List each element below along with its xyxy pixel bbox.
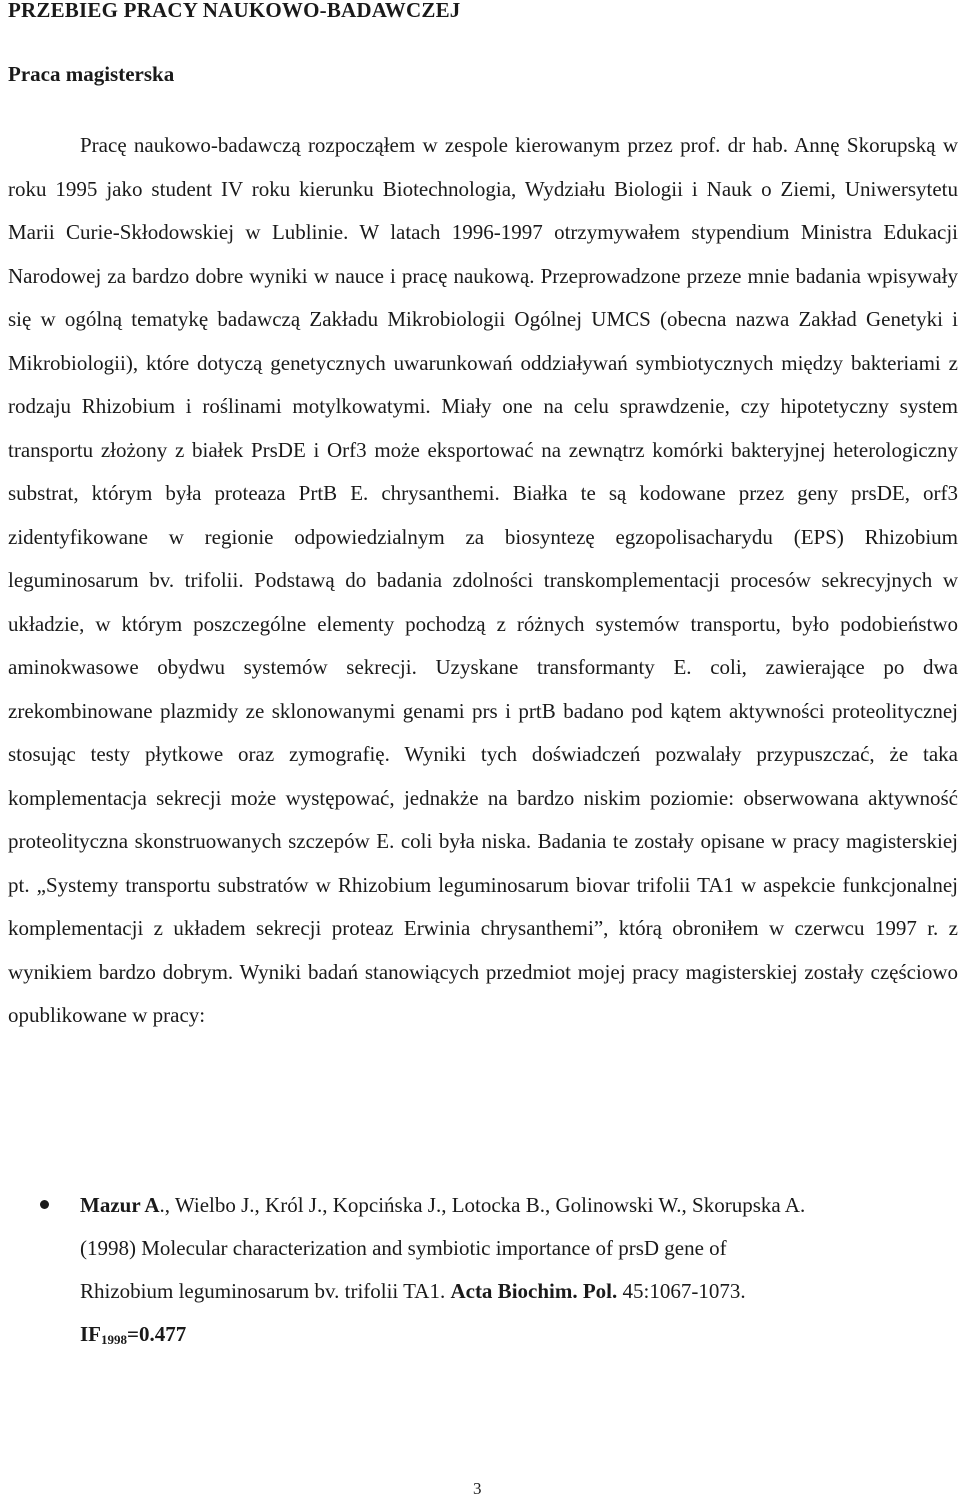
impact-factor	[80, 1313, 958, 1361]
impact-factor-value: =0.477	[127, 1322, 187, 1346]
publication-authors-line	[80, 1184, 958, 1227]
publication-journal: Acta Biochim. Pol.	[450, 1279, 618, 1303]
subsection-heading: Praca magisterska	[8, 62, 175, 86]
publication-first-author: Mazur A	[80, 1193, 160, 1217]
publication-pages: 45:1067-1073.	[617, 1279, 746, 1303]
body-paragraph: Pracę naukowo-badawczą rozpocząłem w zespole kierowanym przez prof. dr hab. Annę Skorupską w roku 1995 jako student IV roku kierunku Biotechnologia, Wydziału Biologii i Nauk o Ziemi, Uniwersytetu Marii Curie-Skłodowskiej w Lublinie. W latach 1996-1997 otrzymywałem stypendium Ministra Edukacji Narodowej za bardzo dobre wyniki w nauce i pracę naukową. Przeprowadzone przeze mnie badania wpisywały się w ogólną tematykę badawczą Zakładu Mikrobiologii Ogólnej UMCS (obecna nazwa Zakład Genetyki i Mikrobiologii), które dotyczą genetycznych uwarunkowań oddziaływań symbiotycznych między bakteriami z rodzaju Rhizobium i roślinami motylkowatymi. Miały one na celu sprawdzenie, czy hipotetyczny system transportu złożony z białek PrsDE i Orf3 może eksportować na zewnątrz komórki bakteryjnej heterologiczny substrat, którym była proteaza PrtB E. chrysanthemi. Białka te są kodowane przez geny prsDE, orf3 zidentyfikowane w regionie odpowiedzialnym za biosyntezę egzopolisacharydu (EPS) Rhizobium leguminosarum bv. trifolii. Podstawą do badania zdolności transkomplementacji procesów sekrecyjnych w układzie, w którym poszczególne elementy pochodzą z różnych systemów transportu, było podobieństwo aminokwasowe obydwu systemów sekrecji. Uzyskane transformanty E. coli, zawierające po dwa zrekombinowane plazmidy ze sklonowanymi genami prs i prtB badano pod kątem aktywności proteolitycznej stosując testy płytkowe oraz zymografię. Wyniki tych doświadczeń pozwalały przypuszczać, że taka komplementacja sekrecji może występować, jednakże na bardzo niskim poziomie: obserwowana aktywność proteolityczna skonstruowanych szczepów E. coli była niska. Badania te zostały opisane w pracy magisterskiej pt. „Systemy transportu substratów w Rhizobium leguminosarum biovar trifolii TA1 w aspekcie funkcjonalnej komplementacji z układem sekrecji proteaz Erwinia chrysanthemi”, którą obroniłem w czerwcu 1997 r. z wynikiem bardzo dobrym. Wyniki badań stanowiących przedmiot mojej pracy magisterskiej zostały częściowo opublikowane w pracy:	[8, 133, 958, 1027]
publication-list	[8, 1184, 958, 1361]
section-heading: PRZEBIEG PRACY NAUKOWO-BADAWCZEJ	[8, 0, 461, 22]
publication-authors: ., Wielbo J., Król J., Kopcińska J., Lotocka B., Golinowski W., Skorupska A.	[159, 1193, 806, 1217]
page-number: 3	[473, 1479, 482, 1498]
publication-organism: Rhizobium leguminosarum bv. trifolii TA1.	[80, 1279, 451, 1303]
impact-factor-label: IF	[80, 1322, 101, 1346]
publication-title: (1998) Molecular characterization and symbiotic importance of prsD gene of	[80, 1236, 727, 1260]
publication-item	[8, 1184, 958, 1361]
bullet-icon	[40, 1200, 49, 1209]
publication-citation-line	[80, 1270, 958, 1313]
impact-factor-year: 1998	[101, 1332, 127, 1347]
